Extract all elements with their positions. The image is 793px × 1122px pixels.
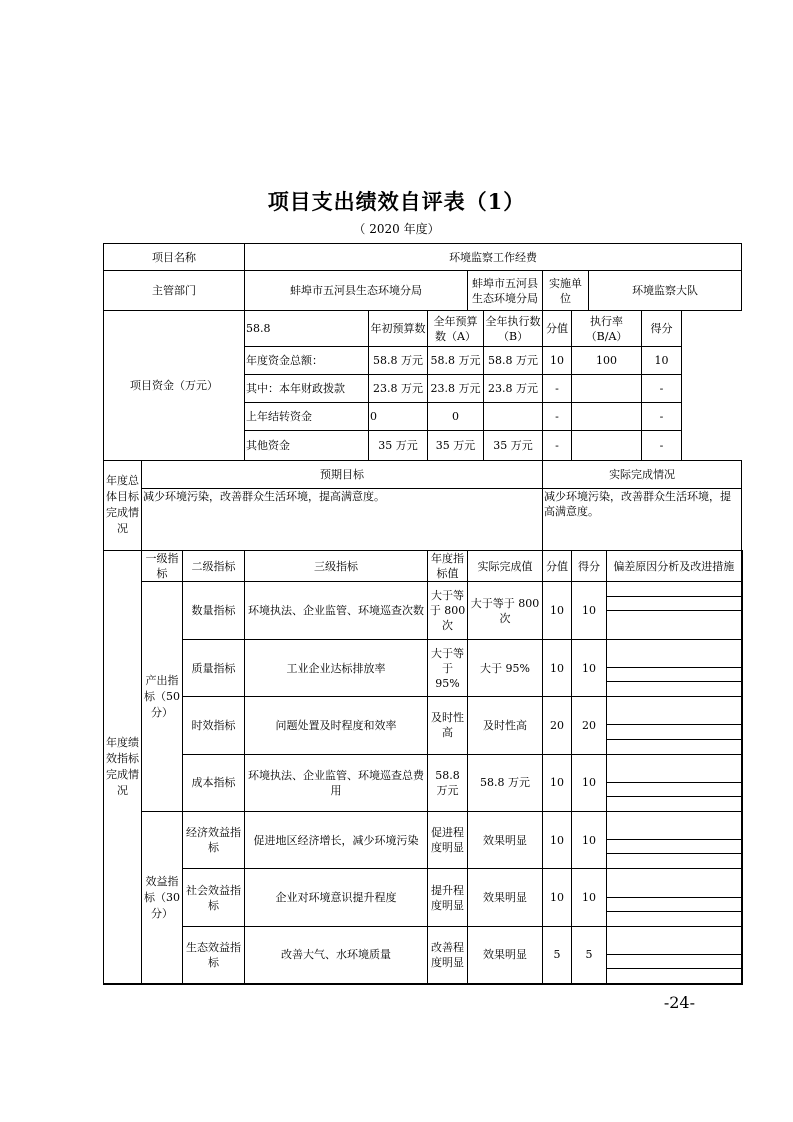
level2-cell: 生态效益指标 bbox=[183, 926, 245, 984]
indicator-header-5: 分值 bbox=[543, 551, 572, 582]
report-year: （ 2020 年度） bbox=[353, 222, 440, 236]
dept-value: 蚌埠市五河县生态环境分局 bbox=[245, 271, 468, 311]
target-cell: 大于等于 95% bbox=[428, 639, 468, 696]
project-name-label: 项目名称 bbox=[104, 244, 245, 271]
deviation-cell bbox=[607, 812, 742, 840]
deviation-cell bbox=[607, 911, 742, 926]
deviation-cell bbox=[607, 697, 742, 725]
result-cell: 10 bbox=[572, 754, 607, 811]
target-cell: 58.8 万元 bbox=[428, 754, 468, 811]
funds-header-3: 全年执行数（B） bbox=[484, 311, 543, 346]
funds-cell: 10 bbox=[642, 346, 682, 374]
funds-cell: 58.8 万元 bbox=[428, 346, 484, 374]
funds-cell: 0 bbox=[428, 403, 484, 431]
funds-cell: 0 bbox=[369, 403, 428, 431]
funds-cell bbox=[484, 403, 543, 431]
indicator-header-7: 偏差原因分析及改进措施 bbox=[607, 551, 742, 582]
level1-output: 产出指标（50 分） bbox=[142, 582, 183, 812]
funds-cell bbox=[572, 403, 642, 431]
deviation-cell bbox=[607, 596, 742, 610]
target-cell: 大于等于 800 次 bbox=[428, 582, 468, 639]
indicator-header-0: 一级指标 bbox=[142, 551, 183, 582]
level3-cell: 企业对环境意识提升程度 bbox=[245, 869, 428, 926]
score-cell: 10 bbox=[543, 754, 572, 811]
funds-header-4: 分值 bbox=[543, 311, 572, 346]
self-evaluation-table bbox=[103, 243, 741, 985]
deviation-cell bbox=[607, 969, 742, 984]
indicator-row-economic bbox=[104, 812, 742, 840]
actual-cell: 效果明显 bbox=[468, 926, 543, 984]
target-cell: 提升程度明显 bbox=[428, 869, 468, 926]
target-cell: 及时性高 bbox=[428, 697, 468, 754]
unit-label: 实施单位 bbox=[543, 271, 589, 311]
actual-goal-text: 减少环境污染，改善群众生活环境，提高满意度。 bbox=[543, 488, 742, 550]
funds-cell: 35 万元 bbox=[428, 431, 484, 460]
level2-cell: 经济效益指标 bbox=[183, 812, 245, 869]
result-cell: 20 bbox=[572, 697, 607, 754]
deviation-cell bbox=[607, 854, 742, 869]
funds-header-2: 全年预算数（A） bbox=[428, 311, 484, 346]
funds-cell: 58.8 万元 bbox=[484, 346, 543, 374]
score-cell: 10 bbox=[543, 869, 572, 926]
level3-cell: 问题处置及时程度和效率 bbox=[245, 697, 428, 754]
funds-cell: - bbox=[642, 403, 682, 431]
score-cell: 10 bbox=[543, 639, 572, 696]
deviation-cell bbox=[607, 754, 742, 782]
level2-cell: 成本指标 bbox=[183, 754, 245, 811]
score-cell: 20 bbox=[543, 697, 572, 754]
dept-value-2: 蚌埠市五河县生态环境分局 bbox=[468, 271, 543, 311]
deviation-cell bbox=[607, 955, 742, 969]
funds-cell: - bbox=[642, 431, 682, 460]
funds-cell: - bbox=[543, 431, 572, 460]
expected-goal-text: 减少环境污染，改善群众生活环境，提高满意度。 bbox=[142, 488, 543, 550]
funds-cell: 35 万元 bbox=[369, 431, 428, 460]
result-cell: 5 bbox=[572, 926, 607, 984]
indicator-header-3: 年度指标值 bbox=[428, 551, 468, 582]
funds-cell: - bbox=[543, 403, 572, 431]
indicator-header-row bbox=[104, 551, 742, 582]
page-title: 项目支出绩效自评表（1） bbox=[267, 189, 526, 214]
deviation-cell bbox=[607, 782, 742, 796]
deviation-cell bbox=[607, 610, 742, 639]
actual-cell: 效果明显 bbox=[468, 812, 543, 869]
deviation-cell bbox=[607, 796, 742, 811]
funds-cell: 35 万元 bbox=[484, 431, 543, 460]
target-cell: 改善程度明显 bbox=[428, 926, 468, 984]
funds-header-5: 执行率（B/A） bbox=[572, 311, 642, 346]
funds-label: 项目资金（万元） bbox=[104, 311, 245, 460]
indicator-header-4: 实际完成值 bbox=[468, 551, 543, 582]
result-cell: 10 bbox=[572, 639, 607, 696]
deviation-cell bbox=[607, 582, 742, 596]
score-cell: 5 bbox=[543, 926, 572, 984]
funds-cell: 23.8 万元 bbox=[369, 374, 428, 402]
level3-cell: 环境执法、企业监管、环境巡查次数 bbox=[245, 582, 428, 639]
project-name-value: 环境监察工作经费 bbox=[245, 244, 742, 271]
funds-cell: 其中：本年财政拨款 bbox=[245, 374, 369, 402]
funds-cell: 上年结转资金 bbox=[245, 403, 369, 431]
level2-cell: 时效指标 bbox=[183, 697, 245, 754]
indicator-row-ecological bbox=[104, 926, 742, 954]
goals-row bbox=[104, 488, 742, 550]
funds-header-6: 得分 bbox=[642, 311, 682, 346]
goals-label: 年度总体目标完成情况 bbox=[104, 460, 142, 551]
indicator-row-quantity bbox=[104, 582, 742, 596]
funds-header-0: 58.8 bbox=[245, 311, 369, 346]
funds-cell: 58.8 万元 bbox=[369, 346, 428, 374]
funds-cell: - bbox=[642, 374, 682, 402]
funds-cell: 其他资金 bbox=[245, 431, 369, 460]
funds-cell bbox=[572, 431, 642, 460]
deviation-cell bbox=[607, 668, 742, 682]
project-name-row bbox=[104, 244, 742, 271]
goals-header-row bbox=[104, 460, 742, 488]
target-cell: 促进程度明显 bbox=[428, 812, 468, 869]
funds-cell: 23.8 万元 bbox=[428, 374, 484, 402]
level3-cell: 工业企业达标排放率 bbox=[245, 639, 428, 696]
deviation-cell bbox=[607, 840, 742, 854]
department-row bbox=[104, 271, 742, 311]
score-cell: 10 bbox=[543, 812, 572, 869]
funds-cell: 100 bbox=[572, 346, 642, 374]
indicator-row-timeliness bbox=[104, 697, 742, 725]
funds-cell: - bbox=[543, 374, 572, 402]
actual-goal-label: 实际完成情况 bbox=[543, 460, 742, 488]
funds-cell bbox=[572, 374, 642, 402]
funds-cell: 10 bbox=[543, 346, 572, 374]
level2-cell: 社会效益指标 bbox=[183, 869, 245, 926]
level3-cell: 改善大气、水环境质量 bbox=[245, 926, 428, 984]
indicator-row-social bbox=[104, 869, 742, 897]
page-number: -24- bbox=[663, 993, 695, 1012]
actual-cell: 58.8 万元 bbox=[468, 754, 543, 811]
deviation-cell bbox=[607, 739, 742, 754]
level2-cell: 数量指标 bbox=[183, 582, 245, 639]
result-cell: 10 bbox=[572, 582, 607, 639]
score-cell: 10 bbox=[543, 582, 572, 639]
expected-goal-label: 预期目标 bbox=[142, 460, 543, 488]
deviation-cell bbox=[607, 639, 742, 667]
actual-cell: 大于等于 800 次 bbox=[468, 582, 543, 639]
funds-cell: 23.8 万元 bbox=[484, 374, 543, 402]
deviation-cell bbox=[607, 682, 742, 697]
deviation-cell bbox=[607, 897, 742, 911]
indicator-header-1: 二级指标 bbox=[183, 551, 245, 582]
funds-header-row bbox=[104, 311, 742, 346]
dept-label: 主管部门 bbox=[104, 271, 245, 311]
result-cell: 10 bbox=[572, 869, 607, 926]
actual-cell: 效果明显 bbox=[468, 869, 543, 926]
indicators-side-label: 年度绩效指标完成情况 bbox=[104, 551, 142, 984]
level1-benefit: 效益指标（30 分） bbox=[142, 812, 183, 984]
indicator-row-cost bbox=[104, 754, 742, 782]
level2-cell: 质量指标 bbox=[183, 639, 245, 696]
indicator-header-2: 三级指标 bbox=[245, 551, 428, 582]
level3-cell: 促进地区经济增长，减少环境污染 bbox=[245, 812, 428, 869]
indicator-header-6: 得分 bbox=[572, 551, 607, 582]
level3-cell: 环境执法、企业监管、环境巡查总费用 bbox=[245, 754, 428, 811]
deviation-cell bbox=[607, 926, 742, 954]
actual-cell: 大于 95% bbox=[468, 639, 543, 696]
unit-value: 环境监察大队 bbox=[589, 271, 742, 311]
deviation-cell bbox=[607, 869, 742, 897]
result-cell: 10 bbox=[572, 812, 607, 869]
actual-cell: 及时性高 bbox=[468, 697, 543, 754]
deviation-cell bbox=[607, 725, 742, 739]
indicator-row-quality bbox=[104, 639, 742, 667]
funds-cell: 年度资金总额： bbox=[245, 346, 369, 374]
funds-header-1: 年初预算数 bbox=[369, 311, 428, 346]
